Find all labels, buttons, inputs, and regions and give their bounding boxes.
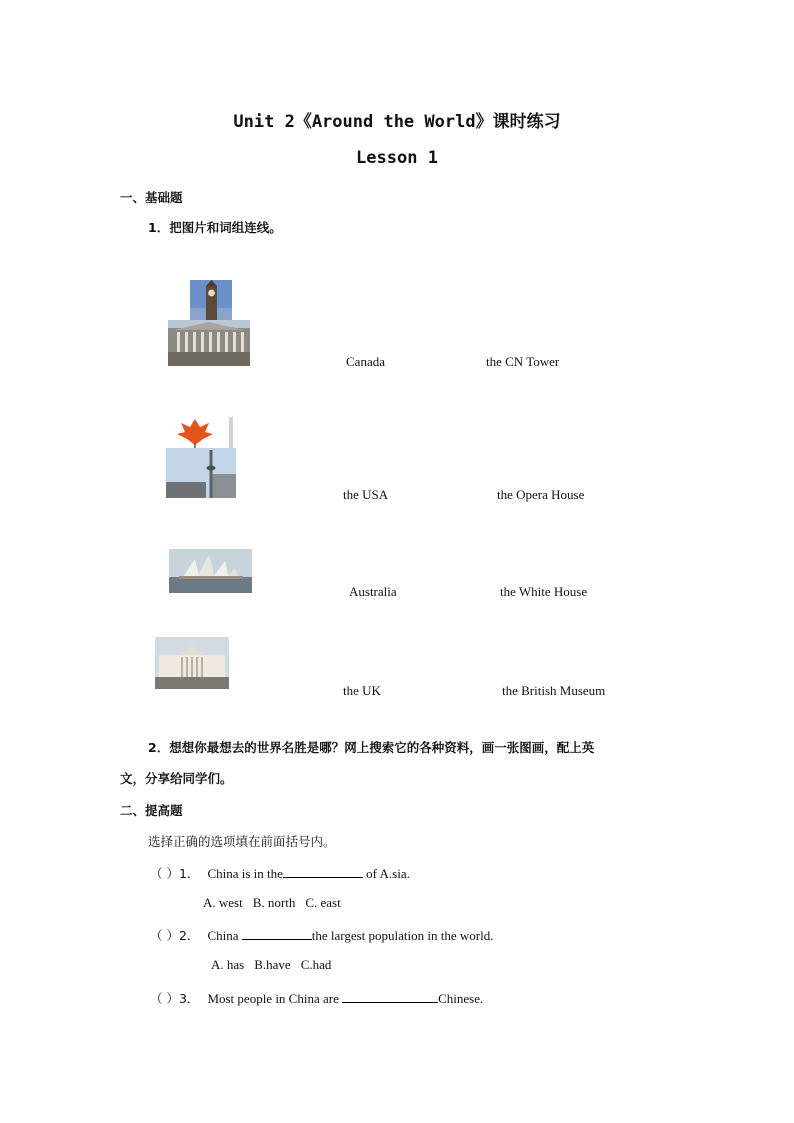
question2-line1: 2．想想你最想去的世界名胜是哪？网上搜索它的各种资料，画一张图画，配上英: [148, 740, 595, 755]
question-text: of A.sia.: [362, 866, 410, 881]
cn-tower-photo: [166, 448, 236, 498]
option: A. west: [203, 895, 243, 910]
option: B.have: [254, 957, 291, 972]
lesson-title: Lesson 1: [356, 148, 438, 168]
landmark-label: the White House: [500, 584, 588, 599]
question-text: Chinese.: [438, 991, 484, 1006]
british-museum-photo: [168, 320, 250, 366]
answer-blank[interactable]: [283, 865, 363, 878]
country-label: the UK: [343, 683, 381, 698]
section2-instruction: 选择正确的选项填在前面括号内。: [148, 834, 336, 849]
question-text: the largest population in the world.: [311, 928, 494, 943]
answer-paren: （ ）1．: [150, 866, 200, 881]
country-label: Canada: [346, 354, 385, 369]
options-2: [211, 957, 341, 973]
answer-blank[interactable]: [342, 990, 438, 1003]
option: C.had: [300, 957, 332, 972]
question-text: China is in the: [207, 866, 283, 881]
mc-question-2: [150, 926, 493, 945]
question2-line2: 文，分享给同学们。: [120, 771, 233, 786]
option: A. has: [211, 957, 245, 972]
option: C. east: [305, 895, 341, 910]
answer-paren: （ ）2．: [150, 928, 200, 943]
landmark-label: the Opera House: [497, 487, 585, 502]
question-text: China: [207, 928, 242, 943]
big-ben-photo: [190, 280, 232, 322]
landmark-label: the British Museum: [502, 683, 606, 698]
landmark-label: the CN Tower: [486, 354, 560, 369]
maple-leaf-photo: [165, 417, 235, 449]
answer-blank[interactable]: [242, 927, 312, 940]
opera-house-photo: [169, 549, 252, 593]
question1-prompt: 1．把图片和词组连线。: [148, 220, 282, 235]
white-house-photo: [155, 637, 229, 689]
options-1: [203, 895, 351, 911]
mc-question-3: [150, 989, 483, 1008]
country-label: Australia: [349, 584, 397, 599]
question-text: Most people in China are: [207, 991, 343, 1006]
section2-heading: 二、提高题: [120, 803, 183, 818]
country-label: the USA: [343, 487, 389, 502]
page-title: Unit 2《Around the World》课时练习: [233, 112, 561, 132]
section1-heading: 一、基础题: [120, 190, 183, 205]
mc-question-1: [150, 864, 410, 883]
option: B. north: [252, 895, 296, 910]
answer-paren: （ ）3．: [150, 991, 200, 1006]
